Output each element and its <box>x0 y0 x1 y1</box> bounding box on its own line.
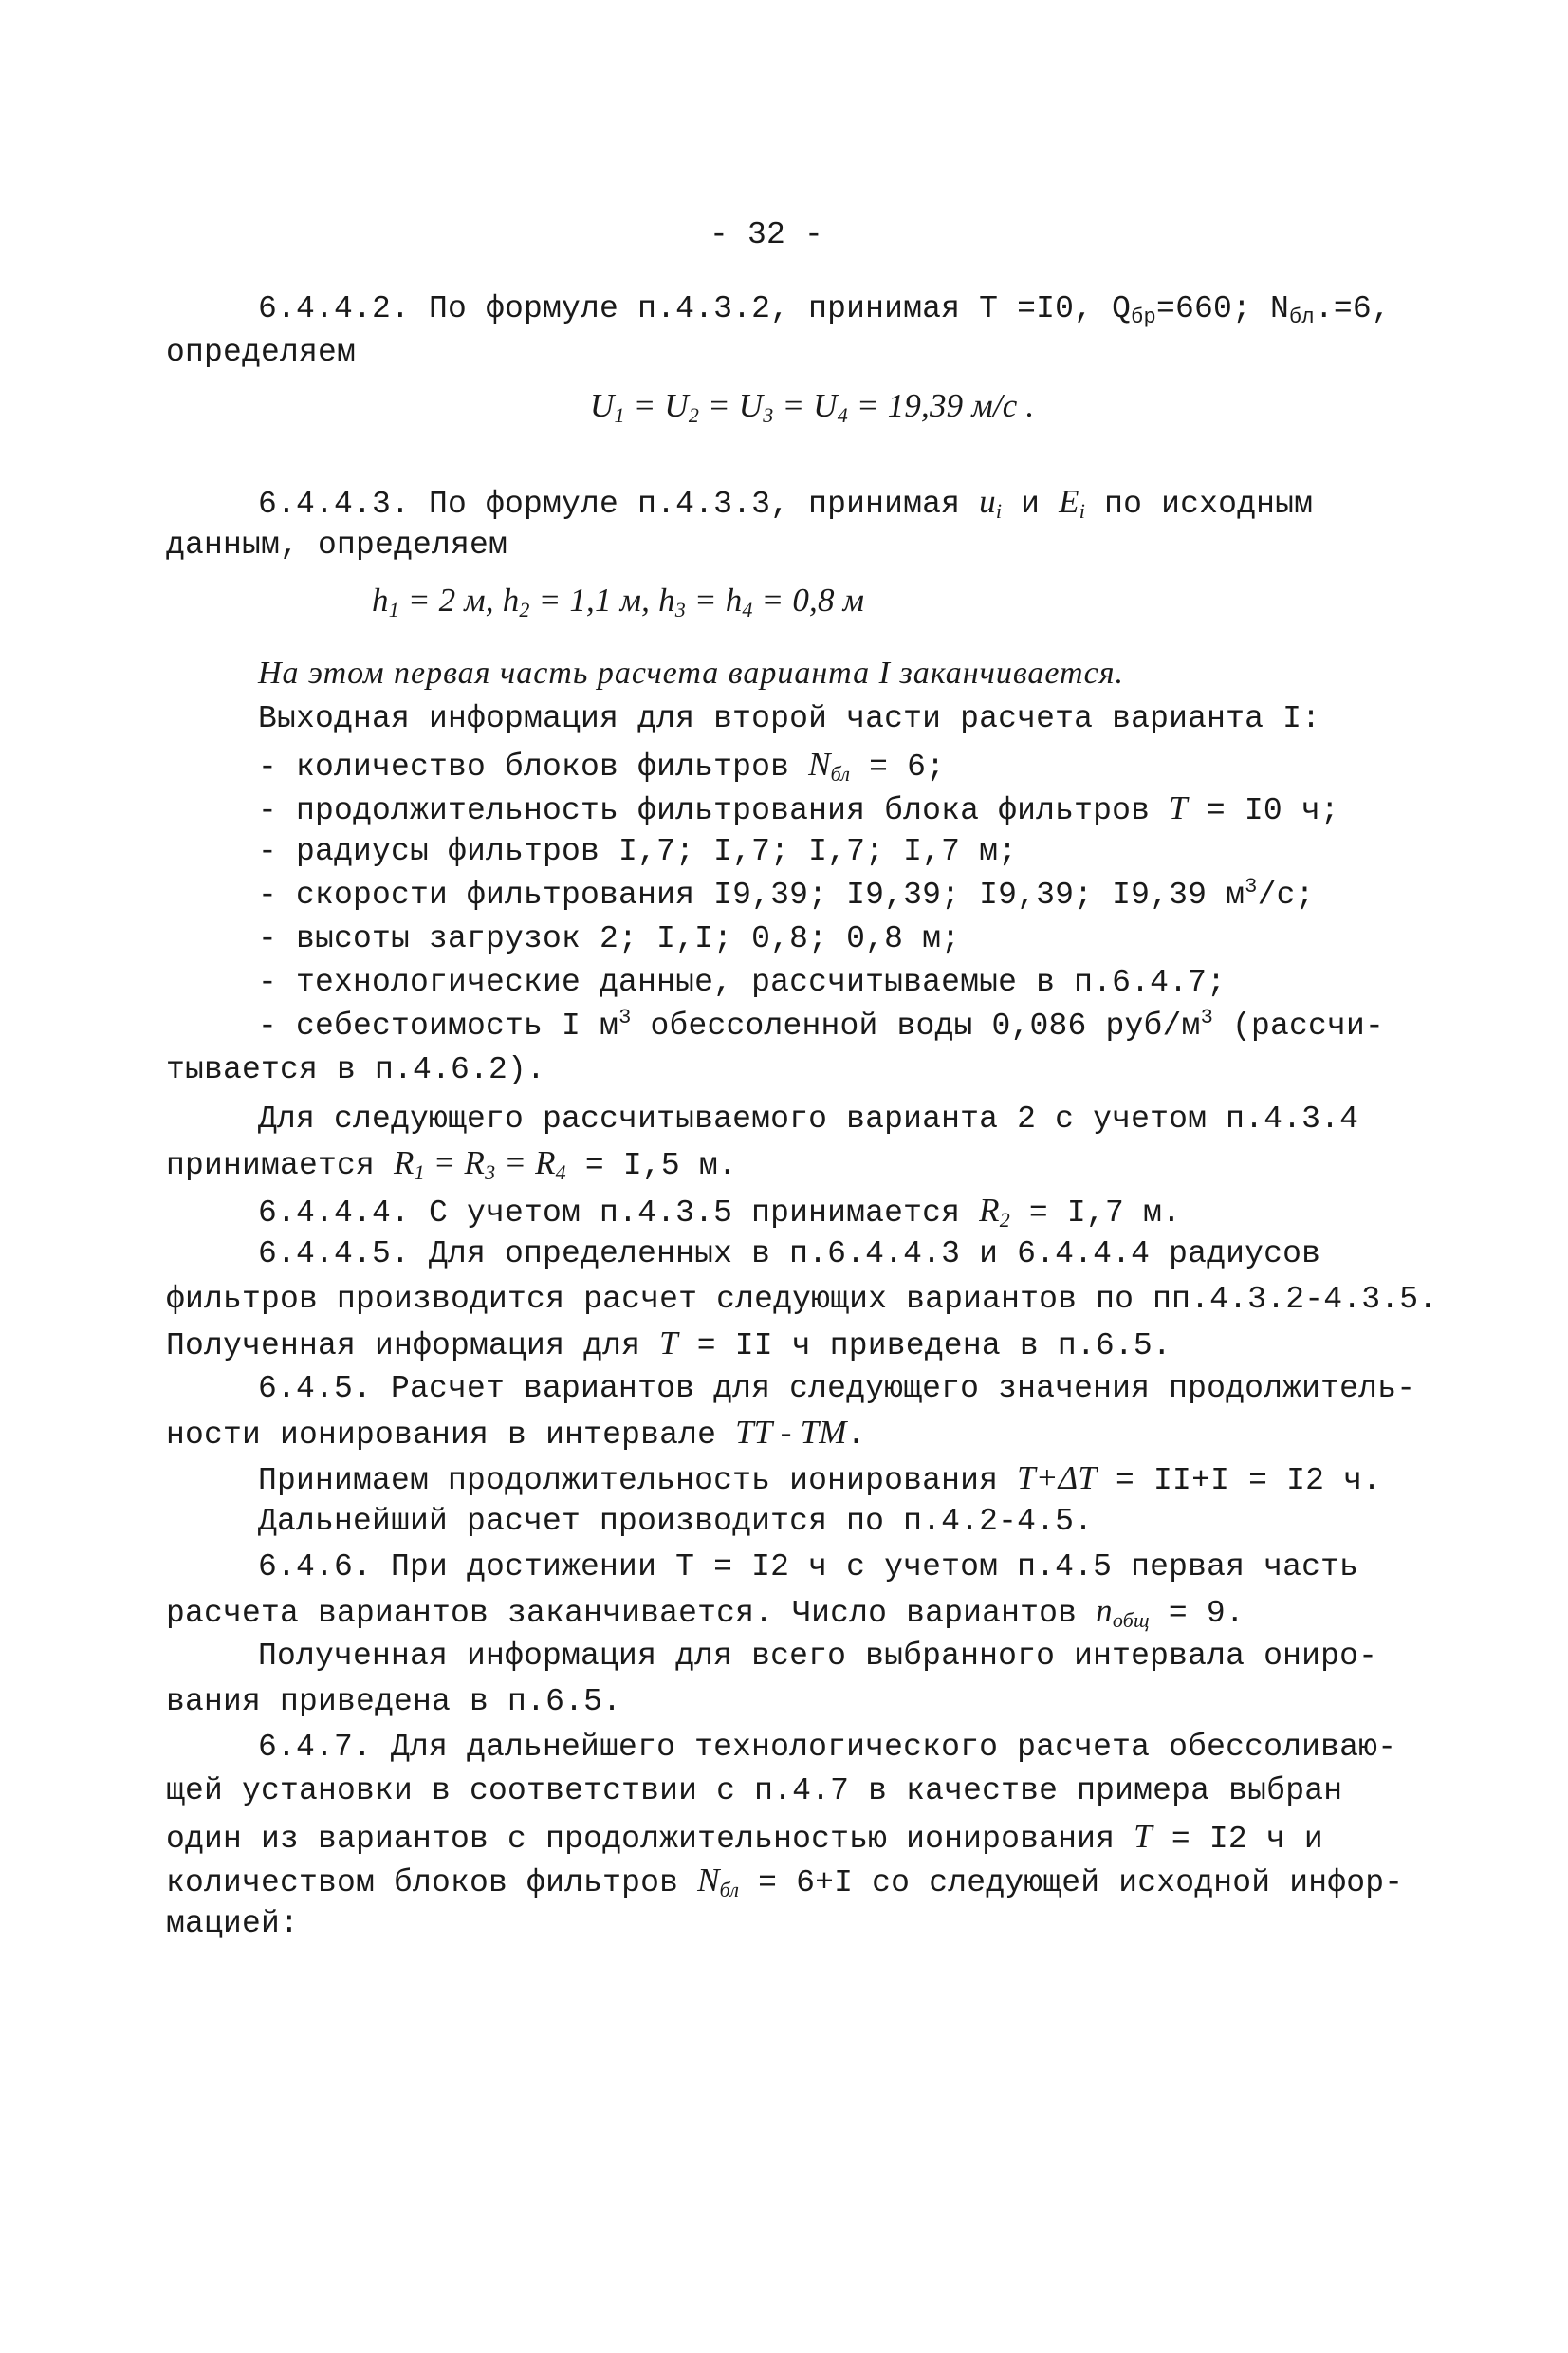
page-number: - 32 - <box>710 217 824 252</box>
text-line: Принимаем продолжительность ионирования T+ΔT = II+I = I2 ч. <box>258 1459 1382 1498</box>
text-line: 6.4.4.2. По формуле п.4.3.2, принимая T =I0, $Q_{бр}=660$; $N_{бл}.=6$, <box>258 291 1391 329</box>
list-item: - высоты загрузок 2; I,I; 0,8; 0,8 м; <box>258 921 961 956</box>
list-item: - скорости фильтрования I9,39; I9,39; I9,39; I9,39 $м^3/с$; <box>258 875 1315 913</box>
text-line: данным, определяем <box>166 528 508 563</box>
italic-line: На этом первая часть расчета варианта I заканчивается. <box>258 656 1124 691</box>
text-line: щей установки в соответствии с п.4.7 в качестве примера выбран <box>166 1773 1343 1808</box>
text-line: 6.4.4.4. С учетом п.4.3.5 принимается $R_2 = I,7$ м. <box>258 1192 1181 1232</box>
text-line: Выходная информация для второй части расчета варианта I: <box>258 701 1321 736</box>
text-line: вания приведена в п.6.5. <box>166 1684 622 1719</box>
text-line: мацией: <box>166 1906 300 1941</box>
list-item: - радиусы фильтров I,7; I,7; I,7; I,7 м; <box>258 834 1018 869</box>
text-line: определяем <box>166 335 357 370</box>
text-line: один из вариантов с продолжительностью ионирования T = I2 ч и <box>166 1818 1323 1857</box>
formula-line: $U_1 = U_2 = U_3 = U_4 = 19,39$ м/с . <box>590 387 1035 427</box>
text-line: ности ионирования в интервале TT - TM. <box>166 1414 866 1453</box>
text-line: 6.4.5. Расчет вариантов для следующего значения продолжитель- <box>258 1371 1416 1406</box>
list-item: - себестоимость I $м^3$ обессоленной воды 0,086 руб/$м^3$ (рассчи- <box>258 1006 1385 1044</box>
list-item: - количество блоков фильтров $N_{бл} = 6$; <box>258 746 946 786</box>
list-item: - продолжительность фильтрования блока фильтров T = I0 ч; <box>258 789 1339 828</box>
text-line: расчета вариантов заканчивается. Число вариантов $n_{общ} = 9$. <box>166 1592 1245 1632</box>
text-line: 6.4.4.3. По формуле п.4.3.3, принимая $u_i$ и $E_i$ по исходным <box>258 483 1314 523</box>
text-line: Полученная информация для всего выбранного интервала ониро- <box>258 1639 1378 1674</box>
text-line: 6.4.7. Для дальнейшего технологического расчета обессоливаю- <box>258 1730 1397 1765</box>
text-line: 6.4.6. При достижении T = I2 ч с учетом п.4.5 первая часть <box>258 1549 1359 1584</box>
text-line: Для следующего рассчитываемого варианта 2 с учетом п.4.3.4 <box>258 1102 1359 1137</box>
text-line: 6.4.4.5. Для определенных в п.6.4.4.3 и 6.4.4.4 радиусов <box>258 1236 1321 1271</box>
list-item: - технологические данные, рассчитываемые в п.6.4.7; <box>258 965 1227 1000</box>
text-line: фильтров производится расчет следующих вариантов по пп.4.3.2-4.3.5. <box>166 1282 1438 1317</box>
text-line: Дальнейший расчет производится по п.4.2-4.5. <box>258 1504 1094 1539</box>
text-line: Полученная информация для T = II ч приведена в п.6.5. <box>166 1325 1171 1363</box>
text-line: принимается $R_1 = R_3 = R_4 = I,5$ м. <box>166 1144 737 1184</box>
text-line: тывается в п.4.6.2). <box>166 1052 546 1087</box>
text-line: количеством блоков фильтров $N_{бл} = 6+I$ со следующей исходной инфор- <box>166 1862 1404 1901</box>
formula-line: $h_1 = 2$ м, $h_2 = 1,1$ м, $h_3 = h_4 = 0,8$ м <box>372 582 865 621</box>
